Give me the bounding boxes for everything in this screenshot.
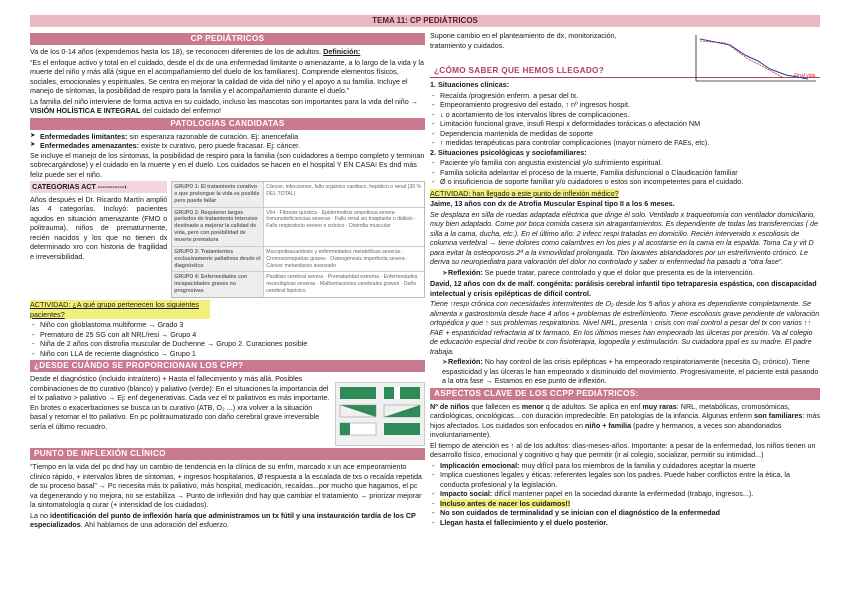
- list-item: - Empeoramiento progresivo del estado, ↑ nº ingresos hospit.: [430, 100, 820, 110]
- list-item: - Niña de 2 años con distrofia muscular de Duchenne → Grupo 2. Curaciones posible: [30, 339, 425, 349]
- list-item: - Impacto social: difícil mantener papel en la sociedad durante la enfermedad (trabajo, ingresos...).: [430, 489, 820, 499]
- list-item: - Paciente y/o familia con angustia existencial y/o sufrimiento espiritual.: [430, 158, 820, 168]
- aspectos-paragraph-2: El tiempo de atención es ↑ al de los adultos: días-meses-años. Importante: a pesar de la enfermedad, los niños tienen un desarrollo físico, emocional y cognitivo q hay que permitir (ir al colegio, socializar, permitir su intimidad...): [430, 440, 816, 459]
- page-title: TEMA 11: CP PEDIÁTRICOS: [30, 15, 820, 27]
- psychosocial-situations-list: [430, 158, 820, 187]
- table-row: GRUPO 4: Enfermedades con incapacidades graves no progresivas Parálisis cerebral severa · Prematuridad extrema · Enfermedades neurológicas severas · Malformaciones cerebrales graves · Daño cerebral hipóxico: [172, 272, 424, 297]
- list-item: - Familia solicita adelantar el proceso de la muerte, Familia disfuncional o Claudicación familiar: [430, 168, 820, 178]
- list-item: - ↓ o acortamiento de los intervalos libres de complicaciones.: [430, 110, 820, 120]
- section-header-como-saber: ¿CÓMO SABER QUE HEMOS LLEGADO?: [430, 65, 820, 78]
- treatment-combinations-figure: [335, 382, 425, 446]
- punto-paragraph-1: “Tiempo en la vida del pc dnd hay un cambio de tendencia en la clínica de su enfm, marcado x un ace empeoramiento clínico rápido, + intervalos libres de síntomas, + ingresos hospitalarios, Ø respuesta a la escalada de txs o recaída repetida de su proceso basal” → Pc necesita más tx paliativo, más hospital, medicación, recaídas...por mucho que hagamos, el pc va degenerando y no mejora, no se estabiliza → Punto de inflexión dnd hay que cambiar el tratamiento → priorizar mejorar la sintomatología q curar (+ intensidad de los cuidados).: [30, 462, 422, 510]
- list-item: - Niño con glioblastoma multiforme → Grado 3: [30, 320, 425, 330]
- patologias-list: [30, 132, 425, 151]
- table-row: GRUPO 2: Requieren largos periodos de tratamiento intensivo destinado a mejorar la calidad de vida, pero con posibilidad de muerte prematura VIH · Fibrosis quística · Epidermolisis ampollosa severa · Inmunodeficiencias severas · Fallo renal sin trasplante o diálisis · Fallo respiratorio severo o crónico · Distrofia muscular: [172, 208, 424, 247]
- section-header-punto: PUNTO DE INFLEXIÓN CLÍNICO: [30, 448, 425, 460]
- case-1-header: Jaime, 13 años con dx de Atrofia Muscular Espinal tipo II a los 6 meses.: [430, 199, 675, 208]
- clinical-situations-title: 1. Situaciones clínicas:: [430, 80, 510, 89]
- cp-paragraph-3: La familia del niño interviene de forma activa en su cuidado, incluso las mascotas son importantes para la vida del niño → VISIÓN HOLÍSTICA E INTEGRAL del cuidado del enfermo!: [30, 96, 418, 115]
- categorias-block: [30, 181, 425, 298]
- check-icon: ➤: [442, 267, 449, 277]
- cuando-block: [30, 374, 425, 446]
- list-item: - Incluso antes de nacer los cuidamos!!: [430, 499, 820, 509]
- section-header-cp: CP PEDIÁTRICOS: [30, 33, 425, 45]
- list-item: - No son cuidados de terminalidad y se inician con el diagnóstico de la enfermedad: [430, 508, 820, 518]
- case-2-text: Tiene ↑respi crónica con necesidades intermitentes de O₂ desde los 5 años y ahora es dependiente completamente. Se alimenta x gastrostomía desde hace 4 años + problemas de estreñimiento. Tiene escoliosis grave pendiente de valoración ortopédica y que ↑ sus problemas respiratorios. Nivel NRL, presenta ↑ crisis con mal control a pesar del tx con varios ↑↑ FAE + espasticidad refractaria al tx farmaco. En los últimos meses han empeorado las úlceras por presión. Va al colegio de educación especial dnd recibe tx con fisioterapia, logopedia y estimulación. Su cuidadora ppal es su madre. El padre trabaja.: [430, 299, 820, 356]
- list-item: - Dependencia mantenida de medidas de soporte: [430, 129, 820, 139]
- patologia-item: ➤ Enfermedades limitantes: sin esperanza razonable de curación. Ej: anencefalia: [30, 132, 425, 142]
- list-item: - Recaída /progresión enferm. a pesar del tx.: [430, 91, 820, 101]
- psychosocial-situations-title: 2. Situaciones psicológicas y sociofamiliares:: [430, 147, 587, 157]
- cp-definition: “Es el enfoque activo y total en el cuidado, desde el dx de una enfermedad limitante o amenazante, a lo largo de la vida y la muerte del niño y más allá (sigue en el acompañamiento del duelo de los familiares). Comprende elementos físicos, sociales, emocionales y espirituales. Se centra en mejorar la calidad de vida del niño y el apoyo a su familia. Incluye el manejo de síntomas, la posibilidad de respiro para la familia y el acompañamiento durante el duelo.”: [30, 57, 424, 95]
- list-item: - Implica cuestiones legales y éticas: referentes legales son los padres. Puede haber conflictos entre la ética, la conducta profesional y la legislación.: [430, 470, 820, 489]
- cuando-paragraph: Desde el diagnóstico (incluido intraútero) + Hasta el fallecimiento y más allá. Posibles combinaciones de tto curativo (blanco) y paliativo (verde): En el situaciones la importancia del el tx paliativo > paliativo → Ej: enf degenerativas. Cada vez el tx paliativos es más importante. En brotes o exacerbaciones se busca un tx curativo (ATB, O₂ ...) xra volver a la situación basal y retomar el tto paliativo. En pc politraumatizado con daño cerebral grave irreversible sería el último recuadro.: [30, 374, 330, 431]
- reflection-1: ➤Reflexión: Se puede tratar, parece controlado y que el dolor que presenta es de la intervención.: [442, 267, 755, 277]
- list-item: - Niño con LLA de reciente diagnóstico → Grupo 1: [30, 349, 425, 359]
- intro-paragraph: Supone cambio en el planteamiento de dx, monitorización, tratamiento y cuidados.: [430, 31, 617, 50]
- list-item: - ↑ medidas terapéuticas para controlar complicaciones (mayor número de FAEs, etc).: [430, 138, 820, 148]
- categorias-table: [171, 181, 425, 298]
- categorias-header: CATEGORIAS ACT -----------›: [30, 181, 167, 193]
- activity-1-title: ACTIVIDAD: ¿A qué grupo pertenecen los siguientes pacientes?: [30, 300, 210, 319]
- left-column: [30, 31, 425, 599]
- list-item: - Prematuro de 25 SG con alt NRL/resi → Grupo 4: [30, 330, 425, 340]
- patologias-paragraph: Se incluye el manejo de los síntomas, la posibilidad de respiro para la familia (son cuidadores a tiempo completo y terminan sobrecargándose) y el cuidado en la muerte y en el duelo. Los cuidados se hacen en el hospital Y EN CASA! Es dnd más feliz puede ser el niño.: [30, 150, 425, 179]
- activity-1-list: [30, 320, 425, 358]
- case-2-header: David, 12 años con dx de malf. congénita: parálisis cerebral infantil tipo tetraparesia espástica, con discapacidad intelectual y crisis epilépticas de difícil control.: [430, 279, 817, 298]
- table-row: GRUPO 3: Tratamientos exclusivamente paliativos desde el diagnóstico Mucopolisacaridosis y enfermedades metabólicas severas · Cromosomopatías graves · Osteogénesis imperfecta severa · Cáncer metastásico avanzado: [172, 247, 424, 273]
- aspectos-list: [430, 461, 820, 528]
- activity-2-title: ACTIVIDAD: han llegado a este punto de inflexión médico?: [430, 188, 619, 198]
- table-row: GRUPO 1: El tratamiento curativo o que prolongue la vida es posible pero puede fallar Cáncer, infecciones, fallo orgánico cardiaco, hepático o renal (30 % DEL TOTAL): [172, 182, 424, 208]
- cp-paragraph-1: Va de los 0-14 años (expendemos hasta los 18), se reconocen diferentes de los de adultos. Definición:: [30, 47, 361, 56]
- list-item: - Limitación funcional grave, insufi Respi x deformidades torácicas o afectación NM: [430, 119, 820, 129]
- aspectos-paragraph-1: Nº de niños que fallecen es menor q de adultos. Se aplica en enf muy raras: NRL, metabólicas, cromosómicas, cardiológicas, oncológicas... con duración impredecible. En patologías de la infancia. Algunas enferm son familiares: más hijos afectados. Los cuidados son enfocados en niño + familia (padre y hermanos, a veces son abandonados involuntariamente).: [430, 401, 820, 439]
- punto-paragraph-2: La no identificación del punto de inflexión haría que administramos un tx fútil y una instauración tardía de los CP especializados. Ahí hablamos de una adoración del esfuerzo.: [30, 510, 416, 530]
- check-icon: ➤: [442, 357, 449, 366]
- section-header-aspectos: ASPECTOS CLAVE DE LOS CCPP PEDIÁTRICOS:: [430, 388, 820, 400]
- list-item: - Ø o insuficiencia de soporte familiar y/o cuidadores o estos son incompetentes para el cuidado.: [430, 177, 820, 187]
- right-column: [430, 31, 820, 599]
- decline-graph: [690, 31, 820, 86]
- categorias-text: CATEGORIAS ACT -----------› Años después el Dr. Ricardo Martín amplió las 4 categorías. Incluyó: pacientes agudos en situación amenazante (FMO o politrauma), niños de prematurmente, recién nacidos y los que no tienen dx determinado xro con historia de fragilidad e irreversibilidad.: [30, 182, 168, 261]
- list-item: - Implicación emocional: muy difícil para los miembros de la familia y cuidadores aceptar la muerte: [430, 461, 820, 471]
- clinical-situations-list: [430, 91, 820, 148]
- patologia-item: ➤ Enfermedades amenazantes: existe tx curativo, pero puede fracasar. Ej: cáncer.: [30, 141, 425, 151]
- list-item: - Llegan hasta el fallecimiento y el duelo posterior.: [430, 518, 820, 528]
- graph-label: Final vida: [794, 73, 816, 79]
- case-1-text: Se desplaza en silla de ruedas adaptada eléctrica que dirige él solo. Ventilado x traqueotomía con ventilador domiciliario, muy bien adaptado. Come por boca comida casera sin atragantamientos. Es dependiente de todas las transferencias ( de silla a la cama, ducha, etc.). En el último año: 2 infecc respi tratadas en domicilio. Recién intervenido x escoliosis de columna vertebral → tiene dolores como calambres en los pies y al acostarse en la cama en la espalda. Toma Ca y vit D para evitar la osteoporosis 2ª a la inmovilidad prolongada. Tbn laxantes ablandadores por un estreñimiento crónico. Le deriva su neuropediatra para valoración del dolor no controlado y saber si enfermedad ha pasado a “otra fase”.: [430, 209, 818, 266]
- reflection-2: ➤Reflexión: No hay control de las crisis epilépticas + ha empeorado respiratoriamente (necesita O₂ crónico). Tiene espasticidad y las úlceras le han empeorado x disminuido del movimiento. Progresivamente, el paciente está pasando a la otra fase → Estamos en ese punto de inflexión.: [442, 357, 819, 385]
- treatment-combinations-svg: [336, 383, 424, 445]
- section-header-cuando: ¿DESDE CUÁNDO SE PROPORCIONAN LOS CPP?: [30, 360, 425, 372]
- section-header-patologias: PATOLOGIAS CANDIDATAS: [30, 118, 425, 130]
